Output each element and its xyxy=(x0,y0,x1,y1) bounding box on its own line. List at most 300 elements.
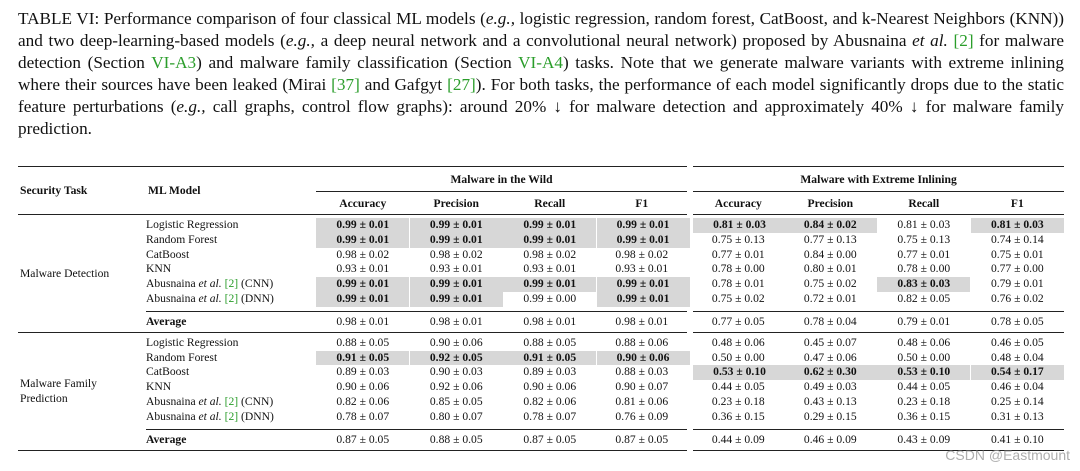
section-link[interactable]: VI-A3 xyxy=(151,53,197,72)
citation-link[interactable]: [2] xyxy=(224,409,239,423)
metric-value xyxy=(877,311,971,332)
metric-value-text: 0.98 ± 0.01 xyxy=(336,314,390,328)
metric-value-text: 0.43 ± 0.13 xyxy=(803,394,857,408)
metric-value-text: 0.99 ± 0.01 xyxy=(597,277,690,292)
citation-link[interactable]: [37] xyxy=(331,75,360,94)
metric-value-text: 0.81 ± 0.03 xyxy=(693,218,786,233)
metric-value-text: 0.50 ± 0.00 xyxy=(897,350,951,364)
metric-value-text: 0.43 ± 0.09 xyxy=(897,432,951,446)
metric-value-text: 0.41 ± 0.10 xyxy=(990,432,1044,446)
metric-value-text: 0.80 ± 0.07 xyxy=(429,409,483,423)
metric-value-text: 0.99 ± 0.01 xyxy=(503,277,596,292)
citation-link[interactable]: [2] xyxy=(224,394,239,408)
header-metric-f1: F1 xyxy=(597,192,691,215)
metric-value xyxy=(316,332,410,350)
metric-value xyxy=(877,332,971,350)
metric-value xyxy=(690,311,784,332)
metric-value-text: 0.75 ± 0.02 xyxy=(711,291,765,305)
caption-text: for malware detection (Section xyxy=(18,31,1065,72)
table-row xyxy=(18,380,1064,395)
metric-value-text: 0.99 ± 0.01 xyxy=(410,218,503,233)
metric-value xyxy=(410,351,504,366)
metric-value xyxy=(410,248,504,263)
metric-value-text: 0.31 ± 0.13 xyxy=(990,409,1044,423)
metric-value xyxy=(784,292,878,307)
metric-value xyxy=(877,395,971,410)
metric-value xyxy=(971,262,1065,277)
metric-value xyxy=(503,311,597,332)
table-row xyxy=(18,292,1064,307)
header-metric-recall: Recall xyxy=(877,192,971,215)
metric-value xyxy=(316,262,410,277)
metric-value-text: 0.78 ± 0.05 xyxy=(990,314,1044,328)
metric-value-text: 0.81 ± 0.03 xyxy=(971,218,1064,233)
metric-value xyxy=(971,380,1065,395)
metric-value-text: 0.82 ± 0.06 xyxy=(523,394,577,408)
metric-value xyxy=(597,311,691,332)
metric-value-text: 0.78 ± 0.07 xyxy=(336,409,390,423)
model-name xyxy=(146,292,316,307)
metric-value-text: 0.92 ± 0.05 xyxy=(410,351,503,366)
metric-value-text: 0.78 ± 0.07 xyxy=(523,409,577,423)
model-name-text: (CNN) xyxy=(238,394,274,408)
metric-value-text: 0.87 ± 0.05 xyxy=(615,432,669,446)
metric-value xyxy=(503,395,597,410)
model-name: Random Forest xyxy=(146,350,218,364)
model-name-text: Abusnaina xyxy=(146,394,199,408)
metric-value xyxy=(410,215,504,233)
metric-value-text: 0.99 ± 0.01 xyxy=(597,218,690,233)
metric-value-text: 0.99 ± 0.01 xyxy=(316,292,409,307)
metric-value-text: 0.78 ± 0.00 xyxy=(897,262,951,276)
metric-value-text: 0.83 ± 0.03 xyxy=(877,277,970,292)
metric-value xyxy=(971,410,1065,425)
metric-value xyxy=(971,248,1065,263)
metric-value-text: 0.99 ± 0.01 xyxy=(316,218,409,233)
table-row xyxy=(18,351,1064,366)
metric-value-text: 0.25 ± 0.14 xyxy=(990,394,1044,408)
metric-value xyxy=(971,292,1065,307)
header-malware-extreme-inlining: Malware with Extreme Inlining xyxy=(690,167,1064,192)
metric-value xyxy=(877,215,971,233)
metric-value xyxy=(316,215,410,233)
metric-value xyxy=(597,395,691,410)
metric-value-text: 0.99 ± 0.00 xyxy=(523,291,577,305)
metric-value-text: 0.99 ± 0.01 xyxy=(410,277,503,292)
metric-value-text: 0.78 ± 0.01 xyxy=(711,277,765,291)
model-name-text: (CNN) xyxy=(238,277,274,291)
metric-value-text: 0.53 ± 0.10 xyxy=(693,365,786,380)
metric-value-text: 0.46 ± 0.04 xyxy=(990,380,1044,394)
header-metric-recall: Recall xyxy=(503,192,597,215)
metric-value-text: 0.36 ± 0.15 xyxy=(897,409,951,423)
table-caption xyxy=(18,8,1064,140)
metric-value xyxy=(503,292,597,307)
model-name xyxy=(146,410,316,425)
metric-value xyxy=(690,395,784,410)
metric-value xyxy=(784,262,878,277)
metric-value xyxy=(690,380,784,395)
metric-value xyxy=(410,292,504,307)
metric-value xyxy=(690,215,784,233)
metric-value-text: 0.50 ± 0.00 xyxy=(711,350,765,364)
metric-value xyxy=(971,233,1065,248)
metric-value-text: 0.99 ± 0.01 xyxy=(503,233,596,248)
metric-value-text: 0.90 ± 0.06 xyxy=(336,380,390,394)
model-name xyxy=(146,277,316,292)
model-name: Random Forest xyxy=(146,232,218,246)
metric-value xyxy=(316,395,410,410)
watermark: CSDN @Eastmount xyxy=(945,447,1070,463)
table-row xyxy=(18,365,1064,380)
metric-value xyxy=(597,365,691,380)
metric-value-text: 0.99 ± 0.01 xyxy=(597,233,690,248)
metric-value xyxy=(410,233,504,248)
metric-value-text: 0.72 ± 0.01 xyxy=(803,291,857,305)
metric-value-text: 0.88 ± 0.03 xyxy=(615,365,669,379)
metric-value xyxy=(597,332,691,350)
metric-value xyxy=(410,429,504,450)
metric-value-text: 0.87 ± 0.05 xyxy=(523,432,577,446)
caption-text: TABLE VI: Performance comparison of four classical ML models ( xyxy=(18,9,486,28)
table-row xyxy=(18,215,1064,233)
metric-value-text: 0.98 ± 0.01 xyxy=(615,314,669,328)
metric-value xyxy=(597,215,691,233)
metric-value-text: 0.98 ± 0.01 xyxy=(523,314,577,328)
metric-value xyxy=(410,277,504,292)
metric-value xyxy=(316,380,410,395)
metric-value xyxy=(597,351,691,366)
metric-value xyxy=(503,380,597,395)
metric-value xyxy=(410,380,504,395)
metric-value xyxy=(503,233,597,248)
metric-value xyxy=(597,429,691,450)
caption-text: e.g., xyxy=(285,31,315,50)
metric-value-text: 0.84 ± 0.02 xyxy=(784,218,877,233)
metric-value xyxy=(410,311,504,332)
metric-value xyxy=(316,311,410,332)
metric-value xyxy=(784,365,878,380)
model-name-text: Abusnaina xyxy=(146,409,199,423)
metric-value-text: 0.48 ± 0.06 xyxy=(897,335,951,349)
model-name: Logistic Regression xyxy=(146,335,239,349)
metric-value-text: 0.81 ± 0.06 xyxy=(615,394,669,408)
metric-value xyxy=(597,410,691,425)
metric-value xyxy=(971,215,1065,233)
metric-value-text: 0.46 ± 0.05 xyxy=(990,335,1044,349)
metric-value xyxy=(690,277,784,292)
metric-value xyxy=(410,395,504,410)
metric-value xyxy=(971,311,1065,332)
metric-value xyxy=(784,351,878,366)
caption-text: ). For both tasks, the performance of each model significantly drops due to the static feature perturbations ( xyxy=(18,75,1064,116)
metric-value-text: 0.98 ± 0.01 xyxy=(429,314,483,328)
metric-value xyxy=(597,292,691,307)
metric-value-text: 0.77 ± 0.05 xyxy=(711,314,765,328)
security-task-label xyxy=(18,332,146,450)
metric-value-text: 0.90 ± 0.06 xyxy=(429,335,483,349)
metric-value-text: 0.93 ± 0.01 xyxy=(429,262,483,276)
caption-text: logistic regression, random forest, CatBoost, and k-Nearest Neighbors (KNN)) and two deep-learning-based models ( xyxy=(18,9,1064,50)
metric-value xyxy=(410,410,504,425)
metric-value xyxy=(784,410,878,425)
caption-text: ) tasks. Note that we generate malware variants with extreme inlining where their sources have been leaked (Mirai xyxy=(18,53,1064,94)
metric-value xyxy=(690,365,784,380)
metric-value xyxy=(503,365,597,380)
metric-value xyxy=(503,332,597,350)
citation-link[interactable]: [2] xyxy=(224,277,239,291)
header-metric-accuracy: Accuracy xyxy=(690,192,784,215)
metric-value-text: 0.98 ± 0.02 xyxy=(336,247,390,261)
metric-value-text: 0.93 ± 0.01 xyxy=(523,262,577,276)
metric-value-text: 0.98 ± 0.02 xyxy=(429,247,483,261)
metric-value xyxy=(877,351,971,366)
metric-value-text: 0.77 ± 0.01 xyxy=(897,247,951,261)
metric-value xyxy=(877,248,971,263)
metric-value xyxy=(971,395,1065,410)
metric-value xyxy=(690,262,784,277)
metric-value-text: 0.75 ± 0.02 xyxy=(803,277,857,291)
metric-value-text: 0.53 ± 0.10 xyxy=(877,365,970,380)
model-name-text: Abusnaina xyxy=(146,277,199,291)
model-name-text: et al. xyxy=(198,291,222,305)
metric-value-text: 0.90 ± 0.03 xyxy=(429,365,483,379)
metric-value-text: 0.48 ± 0.06 xyxy=(711,335,765,349)
metric-value-text: 0.89 ± 0.03 xyxy=(523,365,577,379)
results-table xyxy=(18,166,1064,451)
metric-value-text: 0.29 ± 0.15 xyxy=(803,409,857,423)
caption-text: a deep neural network and a convolutional neural network) proposed by Abusnaina xyxy=(314,31,913,50)
metric-value-text: 0.47 ± 0.06 xyxy=(803,350,857,364)
metric-value xyxy=(690,410,784,425)
table-row xyxy=(18,248,1064,263)
metric-value xyxy=(316,365,410,380)
section-link[interactable]: VI-A4 xyxy=(518,53,563,72)
caption-text: call graphs, control flow graphs): around 20% ↓ for malware detection and approximately 40% ↓ for malware family prediction. xyxy=(18,97,1064,138)
metric-value xyxy=(784,248,878,263)
metric-value xyxy=(410,365,504,380)
metric-value-text: 0.74 ± 0.14 xyxy=(990,232,1044,246)
citation-link[interactable]: [2] xyxy=(953,31,974,50)
metric-value xyxy=(316,292,410,307)
metric-value-text: 0.76 ± 0.09 xyxy=(615,409,669,423)
metric-value-text: 0.99 ± 0.01 xyxy=(597,292,690,307)
metric-value xyxy=(503,429,597,450)
metric-value xyxy=(877,410,971,425)
header-malware-in-the-wild: Malware in the Wild xyxy=(316,167,690,192)
security-task-label-line: Prediction xyxy=(20,392,68,406)
caption-text: and Gafgyt xyxy=(359,75,448,94)
metric-value-text: 0.75 ± 0.13 xyxy=(711,232,765,246)
caption-text: e.g., xyxy=(485,9,515,28)
metric-value-text: 0.44 ± 0.05 xyxy=(711,380,765,394)
metric-value-text: 0.44 ± 0.09 xyxy=(711,432,765,446)
table-row xyxy=(18,233,1064,248)
metric-value-text: 0.78 ± 0.00 xyxy=(711,262,765,276)
metric-value-text: 0.48 ± 0.04 xyxy=(990,350,1044,364)
model-name-text: et al. xyxy=(198,409,222,423)
metric-value xyxy=(784,215,878,233)
metric-value-text: 0.62 ± 0.30 xyxy=(784,365,877,380)
metric-value-text: 0.89 ± 0.03 xyxy=(336,365,390,379)
metric-value xyxy=(784,311,878,332)
metric-value-text: 0.88 ± 0.05 xyxy=(429,432,483,446)
metric-value-text: 0.46 ± 0.09 xyxy=(803,432,857,446)
metric-value-text: 0.44 ± 0.05 xyxy=(897,380,951,394)
metric-value-text: 0.93 ± 0.01 xyxy=(615,262,669,276)
caption-text: et al. xyxy=(912,31,948,50)
metric-value-text: 0.77 ± 0.13 xyxy=(803,232,857,246)
metric-value-text: 0.79 ± 0.01 xyxy=(897,314,951,328)
metric-value xyxy=(690,292,784,307)
metric-value xyxy=(690,429,784,450)
metric-value xyxy=(316,429,410,450)
metric-value xyxy=(316,351,410,366)
model-name-text: Abusnaina xyxy=(146,291,199,305)
metric-value-text: 0.91 ± 0.05 xyxy=(503,351,596,366)
metric-value xyxy=(784,233,878,248)
metric-value-text: 0.82 ± 0.05 xyxy=(897,291,951,305)
metric-value-text: 0.80 ± 0.01 xyxy=(803,262,857,276)
metric-value xyxy=(503,262,597,277)
table-row xyxy=(18,395,1064,410)
model-name: KNN xyxy=(146,262,172,276)
citation-link[interactable]: [27] xyxy=(447,75,476,94)
model-name xyxy=(146,395,316,410)
metric-value-text: 0.49 ± 0.03 xyxy=(803,380,857,394)
average-label: Average xyxy=(146,311,316,332)
metric-value xyxy=(410,262,504,277)
metric-value-text: 0.77 ± 0.01 xyxy=(711,247,765,261)
model-name: CatBoost xyxy=(146,365,190,379)
metric-value xyxy=(784,429,878,450)
header-ml-model: ML Model xyxy=(146,167,316,215)
metric-value-text: 0.88 ± 0.05 xyxy=(523,335,577,349)
metric-value-text: 0.92 ± 0.06 xyxy=(429,380,483,394)
metric-value xyxy=(597,248,691,263)
metric-value-text: 0.99 ± 0.01 xyxy=(503,218,596,233)
metric-value-text: 0.23 ± 0.18 xyxy=(711,394,765,408)
metric-value xyxy=(316,233,410,248)
metric-value xyxy=(784,277,878,292)
metric-value xyxy=(503,248,597,263)
metric-value-text: 0.90 ± 0.06 xyxy=(523,380,577,394)
model-name: Logistic Regression xyxy=(146,218,239,231)
metric-value-text: 0.98 ± 0.02 xyxy=(523,247,577,261)
metric-value xyxy=(597,233,691,248)
metric-value xyxy=(690,248,784,263)
caption-text: ) and malware family classification (Section xyxy=(196,53,519,72)
metric-value-text: 0.98 ± 0.02 xyxy=(615,247,669,261)
header-security-task: Security Task xyxy=(18,167,146,215)
metric-value-text: 0.75 ± 0.01 xyxy=(990,247,1044,261)
metric-value xyxy=(877,365,971,380)
metric-value xyxy=(784,395,878,410)
model-name: CatBoost xyxy=(146,247,190,261)
metric-value xyxy=(690,351,784,366)
metric-value-text: 0.45 ± 0.07 xyxy=(803,335,857,349)
metric-value xyxy=(877,380,971,395)
metric-value-text: 0.90 ± 0.06 xyxy=(597,351,690,366)
table-row xyxy=(18,262,1064,277)
metric-value xyxy=(316,277,410,292)
metric-value-text: 0.82 ± 0.06 xyxy=(336,394,390,408)
metric-value xyxy=(877,277,971,292)
metric-value xyxy=(971,277,1065,292)
metric-value-text: 0.77 ± 0.00 xyxy=(990,262,1044,276)
metric-value xyxy=(690,332,784,350)
metric-value xyxy=(784,380,878,395)
header-metric-f1: F1 xyxy=(971,192,1065,215)
metric-value-text: 0.76 ± 0.02 xyxy=(990,291,1044,305)
metric-value-text: 0.91 ± 0.05 xyxy=(316,351,409,366)
metric-value xyxy=(690,233,784,248)
metric-value-text: 0.81 ± 0.03 xyxy=(897,218,951,231)
metric-value xyxy=(971,365,1065,380)
metric-value-text: 0.75 ± 0.13 xyxy=(897,232,951,246)
metric-value xyxy=(877,292,971,307)
average-row xyxy=(18,429,1064,450)
metric-value xyxy=(503,277,597,292)
average-label: Average xyxy=(146,429,316,450)
metric-value-text: 0.54 ± 0.17 xyxy=(971,365,1064,380)
model-name-text: (DNN) xyxy=(238,409,274,423)
metric-value xyxy=(503,410,597,425)
table-row xyxy=(18,277,1064,292)
metric-value xyxy=(503,351,597,366)
metric-value xyxy=(597,380,691,395)
caption-text: e.g., xyxy=(176,97,206,116)
header-metric-accuracy: Accuracy xyxy=(316,192,410,215)
header-metric-precision: Precision xyxy=(784,192,878,215)
metric-value xyxy=(971,332,1065,350)
security-task-label: Malware Detection xyxy=(18,215,146,333)
metric-value-text: 0.88 ± 0.06 xyxy=(615,335,669,349)
metric-value xyxy=(316,248,410,263)
metric-value-text: 0.79 ± 0.01 xyxy=(990,277,1044,291)
metric-value xyxy=(410,332,504,350)
security-task-label-line: Malware Family xyxy=(20,377,97,391)
table-row xyxy=(18,410,1064,425)
model-name-text: (DNN) xyxy=(238,291,274,305)
model-name-text: et al. xyxy=(198,394,222,408)
metric-value-text: 0.99 ± 0.01 xyxy=(410,233,503,248)
metric-value-text: 0.23 ± 0.18 xyxy=(897,394,951,408)
metric-value-text: 0.78 ± 0.04 xyxy=(803,314,857,328)
metric-value-text: 0.99 ± 0.01 xyxy=(316,277,409,292)
metric-value-text: 0.99 ± 0.01 xyxy=(410,292,503,307)
metric-value xyxy=(316,410,410,425)
citation-link[interactable]: [2] xyxy=(224,291,239,305)
metric-value-text: 0.90 ± 0.07 xyxy=(615,380,669,394)
metric-value xyxy=(877,262,971,277)
header-metric-precision: Precision xyxy=(410,192,504,215)
metric-value xyxy=(877,233,971,248)
metric-value xyxy=(597,277,691,292)
metric-value-text: 0.93 ± 0.01 xyxy=(336,262,390,276)
metric-value xyxy=(597,262,691,277)
table-row xyxy=(18,332,1064,350)
metric-value-text: 0.87 ± 0.05 xyxy=(336,432,390,446)
metric-value-text: 0.36 ± 0.15 xyxy=(711,409,765,423)
metric-value xyxy=(503,215,597,233)
metric-value-text: 0.99 ± 0.01 xyxy=(316,233,409,248)
average-row xyxy=(18,311,1064,332)
model-name-text: et al. xyxy=(198,277,222,291)
metric-value-text: 0.84 ± 0.00 xyxy=(803,247,857,261)
metric-value xyxy=(784,332,878,350)
model-name: KNN xyxy=(146,380,172,394)
